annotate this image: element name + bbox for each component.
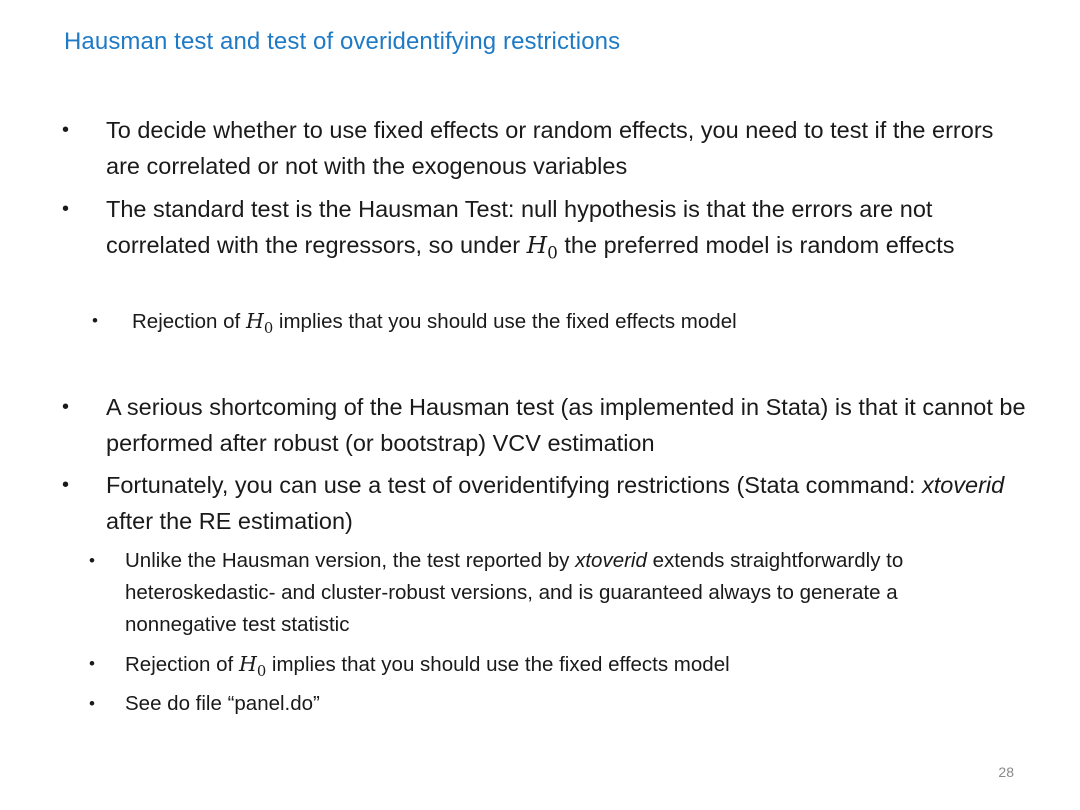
sub-bullet-item: [89, 545, 925, 641]
math-base: H: [245, 309, 264, 333]
bullet-text: A serious shortcoming of the Hausman test (as implemented in Stata) is that it cannot be performed after robust (or bootstrap) VCV estimation: [106, 394, 1026, 456]
page-number: 28: [998, 764, 1014, 780]
bullet-text: the preferred model is random effects: [557, 232, 955, 258]
bullet-marker: •: [62, 119, 70, 141]
bullet-text: after the RE estimation): [106, 508, 353, 534]
bullet-marker: •: [89, 551, 95, 570]
bullet-text: To decide whether to use fixed effects or random effects, you need to test if the errors are correlated or not with the exogenous variables: [106, 117, 994, 179]
math-subscript: 0: [547, 242, 558, 263]
bullet-item: [62, 389, 1026, 461]
bullet-text: See do file “panel.do”: [125, 692, 320, 715]
sub-bullet-item: [89, 688, 1025, 720]
bullet-marker: •: [62, 474, 70, 496]
bullet-marker: •: [89, 654, 95, 673]
bullet-text: implies that you should use the fixed effects model: [273, 310, 737, 333]
bullet-text: Rejection of: [125, 653, 239, 676]
math-h0: [526, 231, 558, 263]
bullet-item: [62, 112, 1026, 184]
sub-bullet-item: [92, 305, 1032, 345]
bullet-text: Rejection of: [132, 310, 246, 333]
bullet-marker: •: [62, 198, 70, 220]
math-h0: [245, 309, 274, 338]
bullet-text: The standard test is the Hausman Test: null hypothesis is that the errors are not correlated with the regressors, so under: [106, 196, 933, 258]
bullet-marker: •: [89, 694, 95, 713]
command-name: xtoverid: [921, 472, 1005, 498]
bullet-text: extends straightforwardly to heteroskedastic- and cluster-robust versions, and is guaranteed always to generate a nonnegative test statistic: [125, 549, 904, 636]
bullet-item: [62, 191, 1026, 271]
bullet-marker: •: [62, 396, 70, 418]
math-base: H: [238, 652, 257, 676]
bullet-item: [62, 467, 1026, 539]
math-base: H: [526, 231, 548, 259]
slide-title: Hausman test and test of overidentifying restrictions: [64, 28, 621, 55]
bullet-text: Fortunately, you can use a test of overidentifying restrictions (Stata command:: [106, 472, 922, 498]
math-subscript: 0: [263, 320, 274, 338]
bullet-text: implies that you should use the fixed effects model: [266, 653, 730, 676]
bullet-marker: •: [92, 311, 98, 330]
sub-bullet-item: [89, 648, 1025, 688]
math-h0: [238, 652, 267, 681]
math-subscript: 0: [256, 663, 267, 681]
bullet-text: Unlike the Hausman version, the test reported by: [125, 549, 576, 572]
command-name: xtoverid: [575, 549, 647, 572]
